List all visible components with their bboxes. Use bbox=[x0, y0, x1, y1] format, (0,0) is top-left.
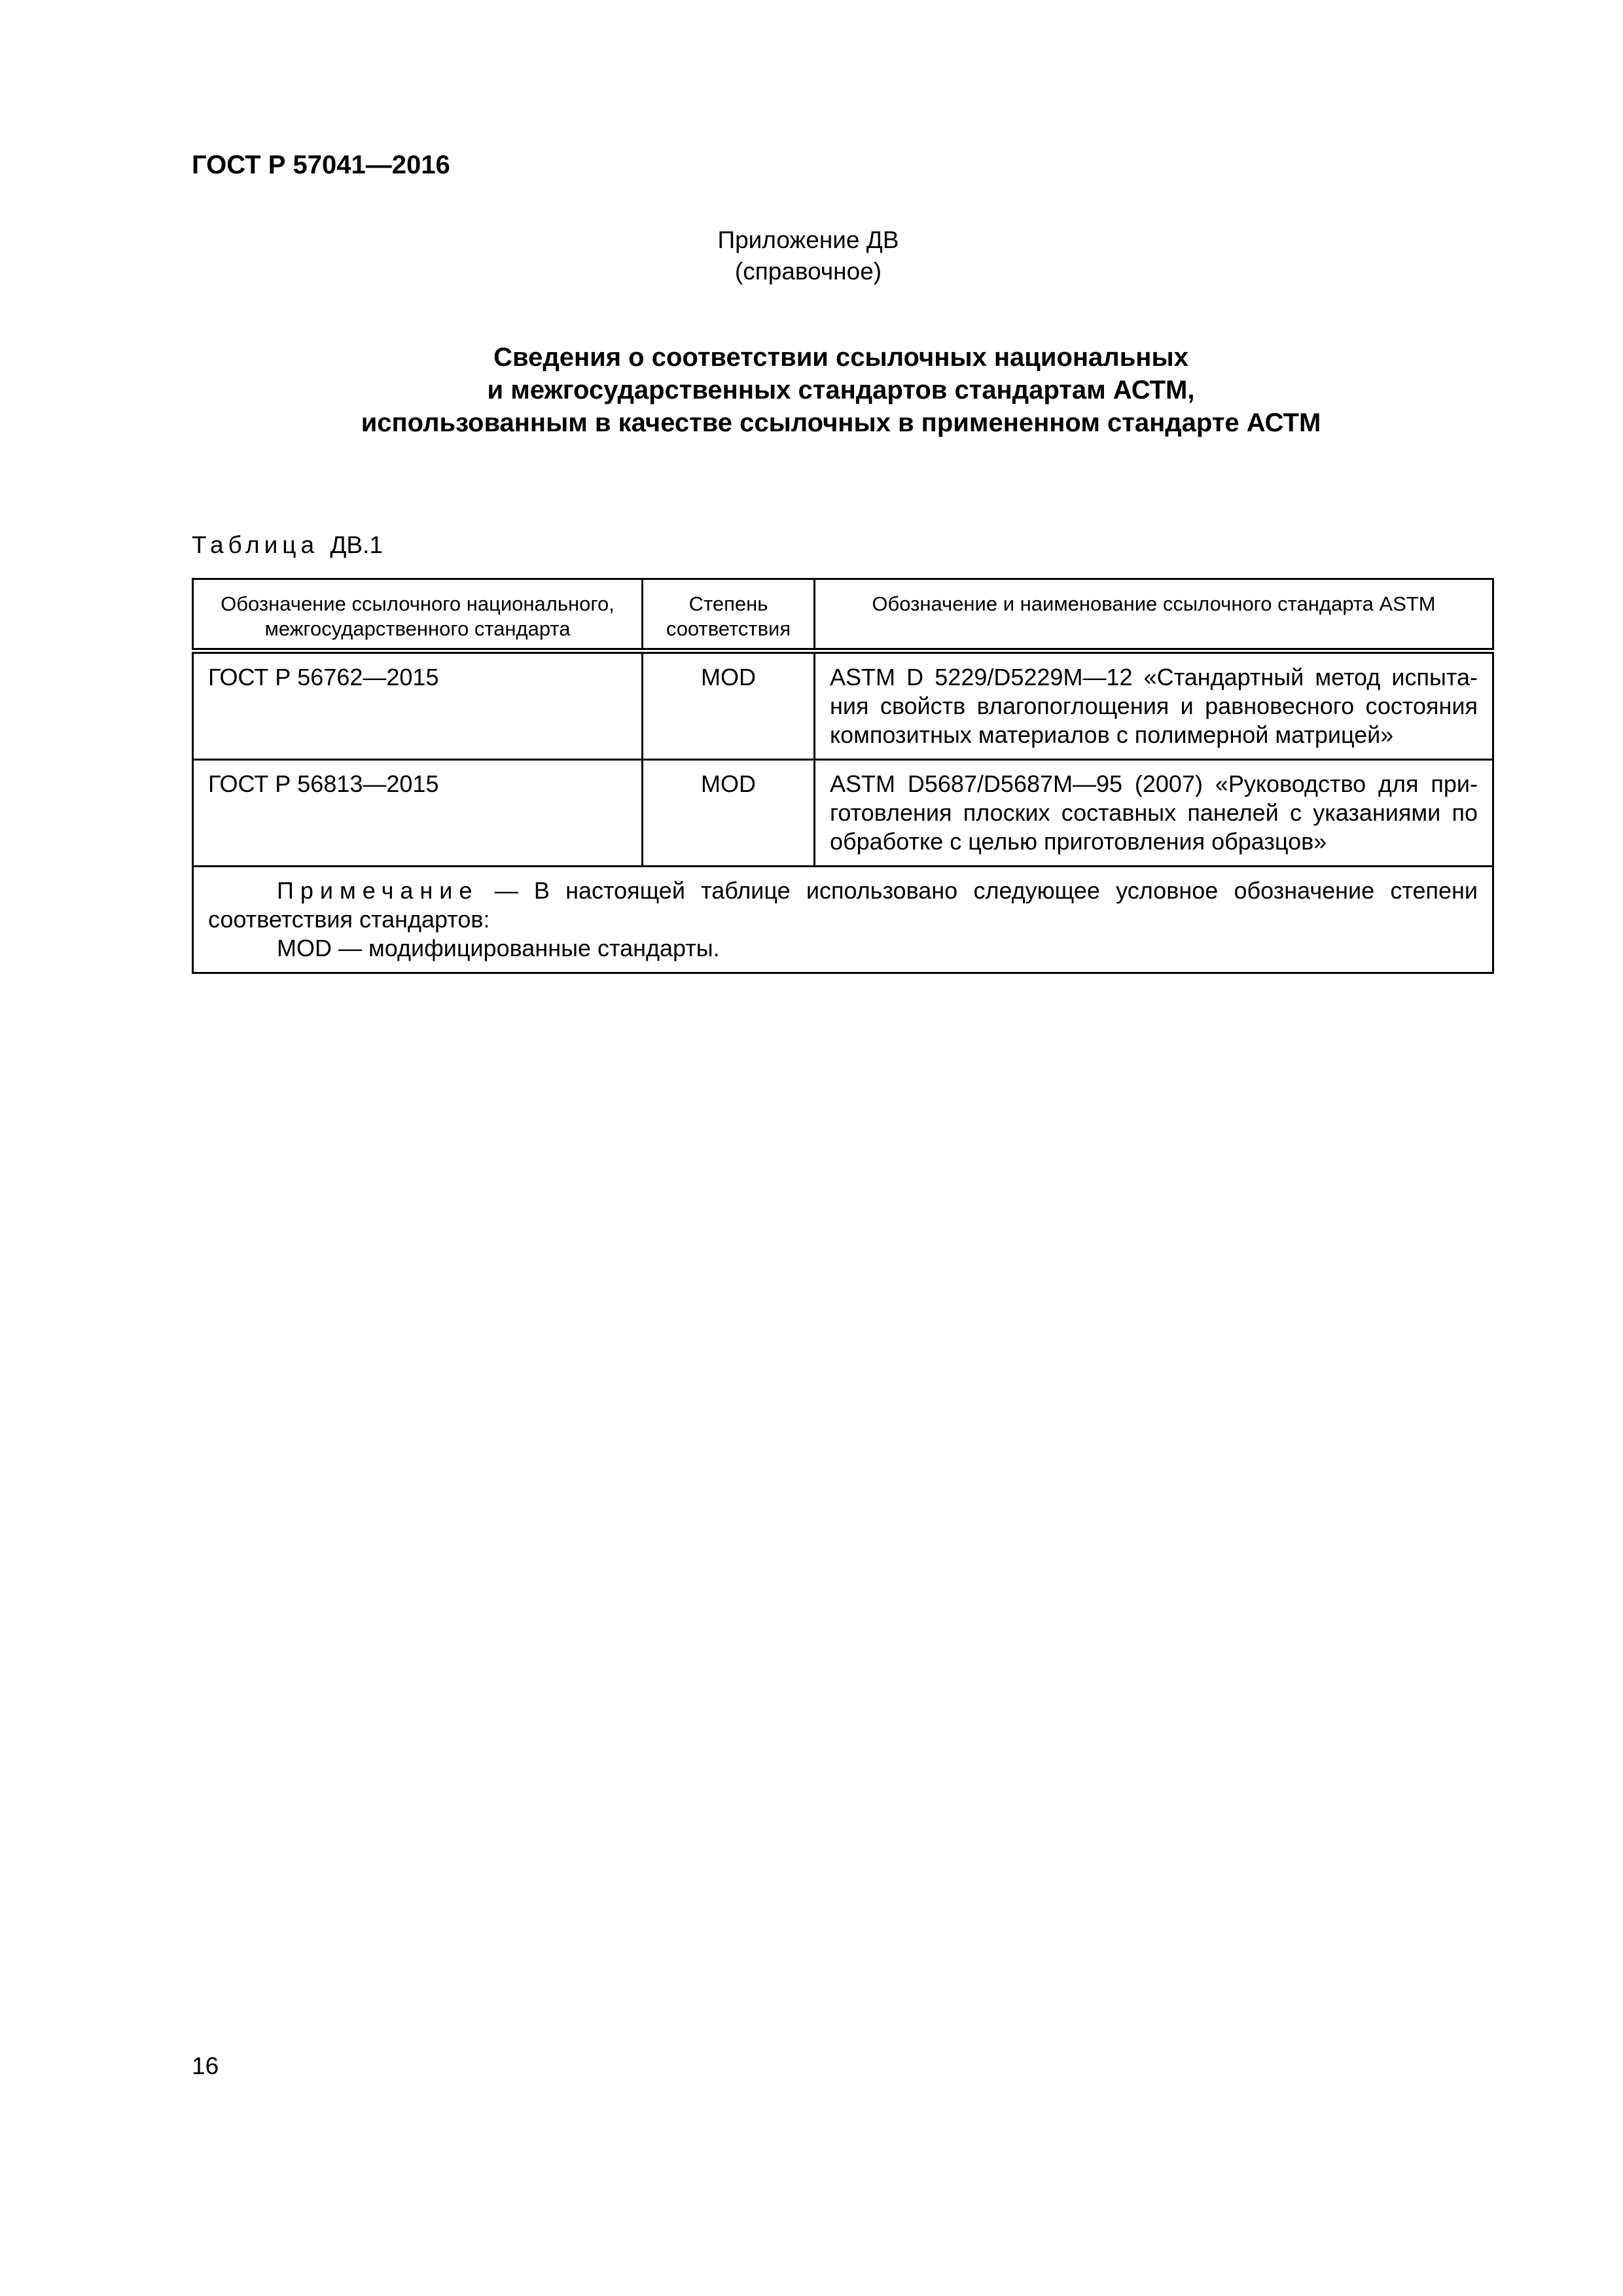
page-number: 16 bbox=[192, 2053, 219, 2079]
cell-astm: ASTM D 5229/D5229M—12 «Стандартный метод испыта-ния свойств влагопоглощения и равновесного состояния композитных материалов с полимерной матрицей» bbox=[815, 651, 1493, 760]
cell-degree: MOD bbox=[643, 651, 815, 760]
cell-standard: ГОСТ Р 56813—2015 bbox=[193, 760, 643, 867]
title-line: и межгосударственных стандартов стандартам АСТМ, bbox=[487, 376, 1195, 404]
appendix-type: (справочное) bbox=[734, 258, 882, 285]
section-title bbox=[0, 341, 1623, 439]
table-note bbox=[193, 867, 1493, 973]
column-header-astm: Обозначение и наименование ссылочного стандарта ASTM bbox=[815, 579, 1493, 651]
table-row bbox=[193, 760, 1493, 867]
title-line: Сведения о соответствии ссылочных национальных bbox=[493, 343, 1188, 372]
appendix-label: Приложение ДВ bbox=[717, 226, 899, 253]
table-caption bbox=[192, 529, 383, 561]
column-header-degree: Степень соответствия bbox=[643, 579, 815, 651]
table-row bbox=[193, 651, 1493, 760]
column-header-standard: Обозначение ссылочного национального, межгосударственного стандарта bbox=[193, 579, 643, 651]
table-caption-word: Таблица bbox=[192, 531, 319, 558]
note-text bbox=[208, 876, 1478, 934]
table-header-row bbox=[193, 579, 1493, 651]
document-code: ГОСТ Р 57041—2016 bbox=[192, 151, 450, 179]
appendix-heading bbox=[0, 224, 1616, 287]
note-body: — В настоящей таблице использовано следующее условное обозначение степени соответствия стандартов: bbox=[208, 877, 1478, 933]
cell-standard: ГОСТ Р 56762—2015 bbox=[193, 651, 643, 760]
cell-astm: ASTM D5687/D5687M—95 (2007) «Руководство для при-готовления плоских составных панелей с указаниями по обработке с целью приготовления образцов» bbox=[815, 760, 1493, 867]
reference-standards-table bbox=[192, 578, 1494, 974]
table-caption-number: ДВ.1 bbox=[330, 531, 383, 558]
table-note-row bbox=[193, 867, 1493, 973]
title-line: использованным в качестве ссылочных в примененном стандарте АСТМ bbox=[361, 408, 1321, 437]
cell-degree: MOD bbox=[643, 760, 815, 867]
note-legend: MOD — модифицированные стандарты. bbox=[277, 935, 720, 961]
note-label: Примечание bbox=[277, 877, 479, 904]
